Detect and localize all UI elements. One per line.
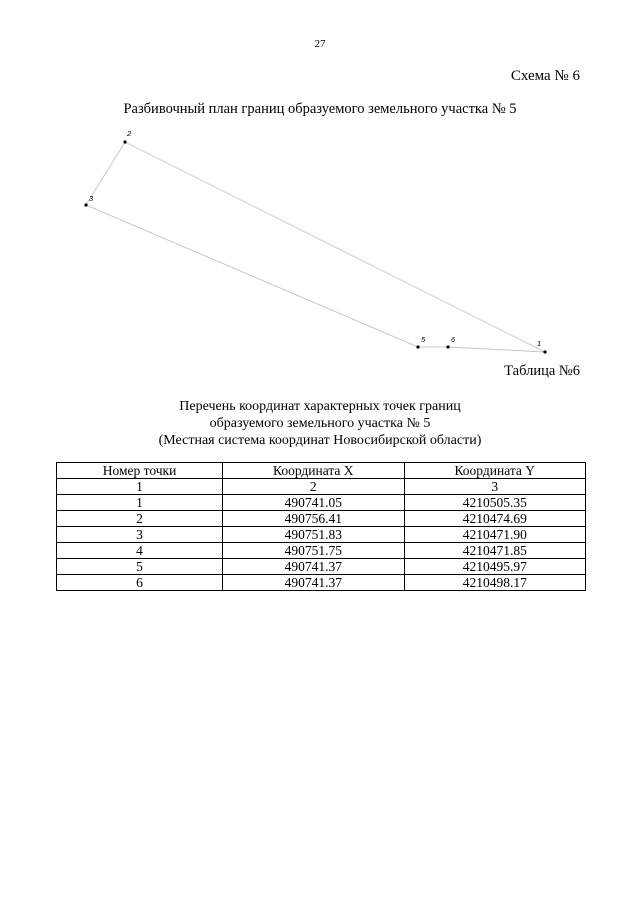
coordinates-list-title — [0, 398, 640, 449]
boundary-point-label: 3 — [89, 194, 94, 203]
header-point-number: Номер точки — [57, 463, 223, 479]
boundary-point-3 — [84, 203, 87, 206]
boundary-point-6 — [446, 345, 449, 348]
table-cell: 490751.75 — [223, 543, 404, 559]
table-row — [57, 543, 586, 559]
table-cell: 490751.83 — [223, 527, 404, 543]
table-cell: 4210498.17 — [404, 575, 586, 591]
table-header-row — [57, 463, 586, 479]
table-row — [57, 559, 586, 575]
coordinates-table — [56, 462, 586, 591]
table-row — [57, 575, 586, 591]
table-cell: 4210505.35 — [404, 495, 586, 511]
table-row — [57, 527, 586, 543]
plan-title: Разбивочный план границ образуемого земельного участка № 5 — [123, 101, 517, 117]
table-row — [57, 495, 586, 511]
table-cell: 1 — [57, 495, 223, 511]
numbering-cell: 3 — [404, 479, 586, 495]
page-number: 27 — [314, 38, 326, 50]
numbering-cell: 1 — [57, 479, 223, 495]
scheme-label: Схема № 6 — [510, 68, 580, 84]
table-cell: 4210471.90 — [404, 527, 586, 543]
list-title-line-3: (Местная система координат Новосибирской области) — [158, 433, 482, 448]
boundary-point-2 — [123, 140, 126, 143]
boundary-point-label: 5 — [421, 335, 426, 344]
table-cell: 490741.05 — [223, 495, 404, 511]
table-label: Таблица №6 — [504, 363, 580, 379]
table-cell: 4210474.69 — [404, 511, 586, 527]
table-cell: 3 — [57, 527, 223, 543]
table-cell: 4210471.85 — [404, 543, 586, 559]
numbering-cell: 2 — [223, 479, 404, 495]
boundary-point-label: 6 — [451, 335, 456, 344]
boundary-point-label: 2 — [127, 129, 132, 138]
header-coordinate-y: Координата Y — [404, 463, 586, 479]
boundary-point-5 — [416, 345, 419, 348]
table-cell: 490741.37 — [223, 575, 404, 591]
table-cell: 4210495.97 — [404, 559, 586, 575]
boundary-point-1 — [543, 350, 546, 353]
table-cell: 5 — [57, 559, 223, 575]
list-title-line-2: образуемого земельного участка № 5 — [209, 416, 431, 431]
list-title-line-1: Перечень координат характерных точек границ — [179, 399, 461, 414]
table-cell: 490756.41 — [223, 511, 404, 527]
table-row — [57, 511, 586, 527]
table-cell: 6 — [57, 575, 223, 591]
table-cell: 4 — [57, 543, 223, 559]
table-numbering-row — [57, 479, 586, 495]
header-coordinate-x: Координата X — [223, 463, 404, 479]
boundary-plan — [0, 120, 640, 360]
table-cell: 2 — [57, 511, 223, 527]
boundary-polygon — [86, 142, 545, 352]
boundary-point-label: 1 — [537, 339, 542, 348]
table-cell: 490741.37 — [223, 559, 404, 575]
